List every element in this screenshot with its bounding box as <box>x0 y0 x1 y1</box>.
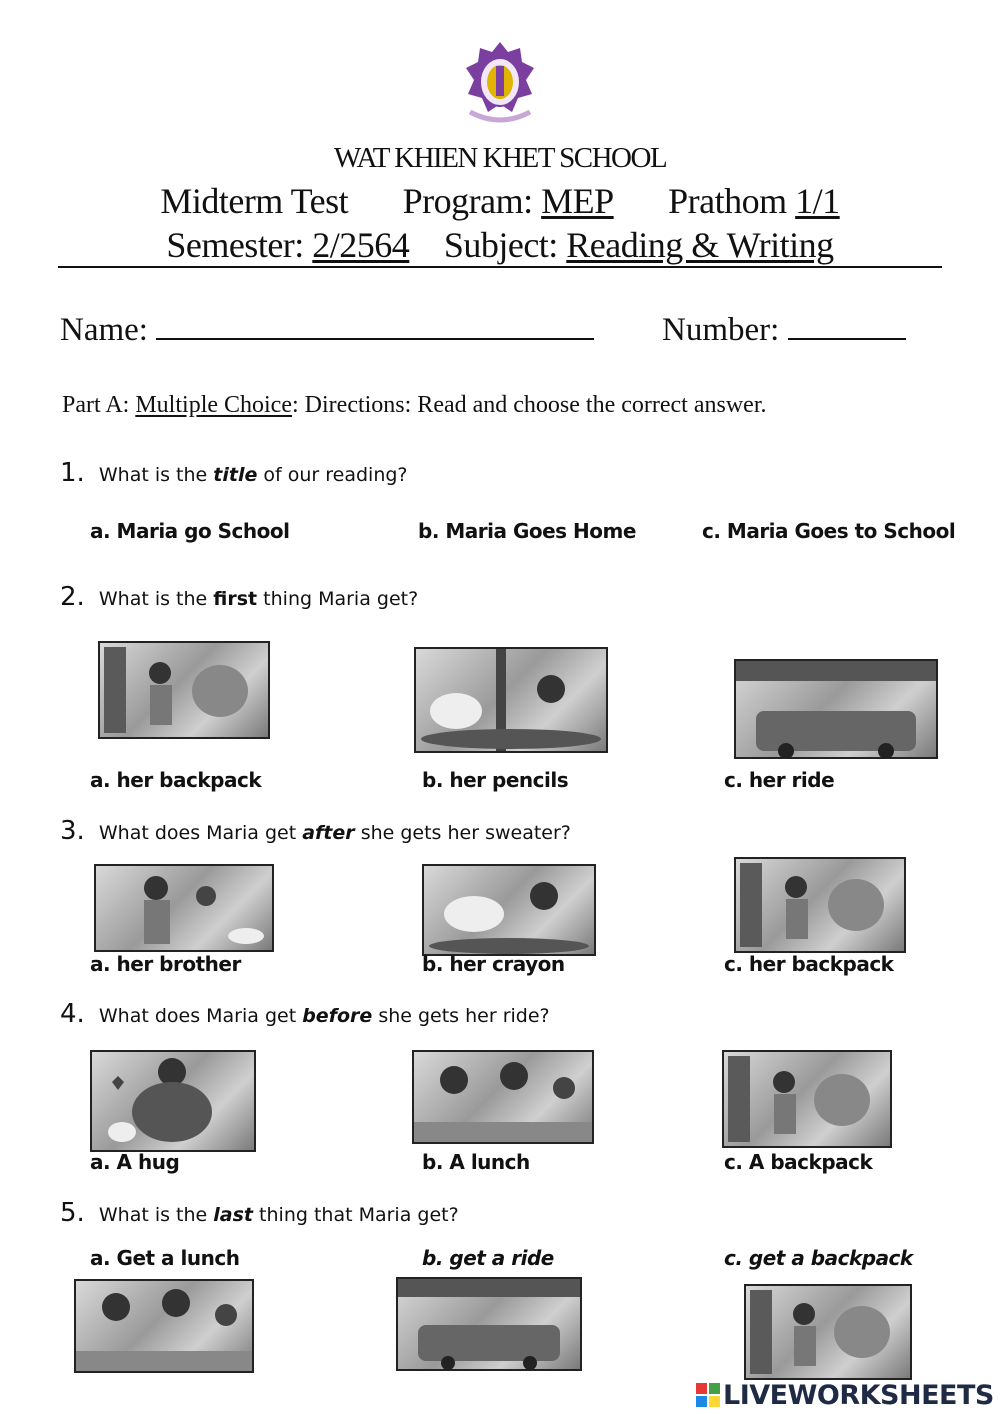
question-text-end: she gets her ride? <box>378 1005 550 1027</box>
q5-picture-a <box>74 1279 254 1373</box>
liveworksheets-brand <box>696 1380 994 1411</box>
q2-option-c[interactable]: c. her ride <box>724 768 835 792</box>
test-title: Midterm Test <box>160 181 349 221</box>
q4-option-a[interactable]: a. A hug <box>90 1150 180 1174</box>
q5-picture-c <box>744 1284 912 1380</box>
q2-option-a[interactable]: a. her backpack <box>90 768 262 792</box>
q5-option-a[interactable]: a. Get a lunch <box>90 1246 240 1270</box>
question-text-end: thing that Maria get? <box>259 1204 459 1226</box>
q3-option-a[interactable]: a. her brother <box>90 952 241 976</box>
number-row <box>662 310 906 349</box>
number-label: Number: <box>662 312 780 348</box>
header-divider <box>58 266 942 268</box>
brand-text: LIVEWORKSHEETS <box>723 1380 994 1411</box>
q5-option-c-text: c. get a backpack <box>724 1246 913 1270</box>
q2-picture-b <box>414 647 608 753</box>
question-text: What is the <box>98 588 208 610</box>
school-logo <box>462 38 538 138</box>
question-keyword: first <box>213 588 258 610</box>
q4-picture-b <box>412 1050 594 1144</box>
question-4 <box>60 999 550 1029</box>
question-keyword: title <box>213 464 258 486</box>
q1-option-b[interactable]: b. Maria Goes Home <box>418 519 636 543</box>
question-text-end: thing Maria get? <box>263 588 419 610</box>
q5-picture-b <box>396 1277 582 1371</box>
q4-option-c[interactable]: c. A backpack <box>724 1150 873 1174</box>
question-keyword: after <box>302 822 355 844</box>
question-3 <box>60 816 571 846</box>
semester-label: Semester: <box>166 225 304 265</box>
question-2 <box>60 582 418 612</box>
q2-option-b[interactable]: b. her pencils <box>422 768 569 792</box>
subject-label: Subject: <box>443 225 558 265</box>
part-a-prefix: Part A: <box>62 392 130 418</box>
semester-value: 2/2564 <box>312 225 410 265</box>
program-label: Program: <box>402 181 533 221</box>
name-row <box>60 310 594 349</box>
semester-info-line <box>0 224 1000 266</box>
question-number: 2. <box>60 582 85 612</box>
q3-option-c[interactable]: c. her backpack <box>724 952 894 976</box>
q1-option-c[interactable]: c. Maria Goes to School <box>702 519 956 543</box>
q4-picture-a <box>90 1050 256 1152</box>
part-a-directions <box>62 392 767 419</box>
question-number: 3. <box>60 816 85 846</box>
question-keyword: before <box>302 1005 373 1027</box>
question-5 <box>60 1198 459 1228</box>
q4-picture-c <box>722 1050 892 1148</box>
test-info-line <box>0 180 1000 222</box>
q5-option-b-text: b. get a ride <box>422 1246 554 1270</box>
grade-value: 1/1 <box>795 181 840 221</box>
q3-option-b[interactable]: b. her crayon <box>422 952 565 976</box>
liveworksheets-logo-icon <box>696 1383 720 1407</box>
q3-picture-c <box>734 857 906 953</box>
school-name: WAT KHIEN KHET SCHOOL <box>333 142 667 174</box>
program-value: MEP <box>541 181 614 221</box>
q4-option-b[interactable]: b. A lunch <box>422 1150 530 1174</box>
number-field[interactable] <box>788 310 906 340</box>
subject-value: Reading & Writing <box>566 225 834 265</box>
question-text: What does Maria get <box>98 822 297 844</box>
q3-picture-b <box>422 864 596 956</box>
part-a-text: : Directions: Read and choose the correct answer. <box>292 392 767 418</box>
question-number: 1. <box>60 458 85 488</box>
grade-label: Prathom <box>668 181 787 221</box>
name-label: Name: <box>60 312 148 348</box>
q1-option-a[interactable]: a. Maria go School <box>90 519 290 543</box>
name-field[interactable] <box>156 310 594 340</box>
question-text-end: of our reading? <box>263 464 408 486</box>
part-a-title: Multiple Choice <box>135 392 292 418</box>
question-text-end: she gets her sweater? <box>360 822 571 844</box>
question-number: 5. <box>60 1198 85 1228</box>
question-number: 4. <box>60 999 85 1029</box>
q2-picture-c <box>734 659 938 759</box>
question-1 <box>60 458 408 488</box>
q5-option-b[interactable] <box>422 1246 554 1270</box>
question-text: What is the <box>98 1204 208 1226</box>
q3-picture-a <box>94 864 274 952</box>
question-keyword: last <box>213 1204 253 1226</box>
question-text: What is the <box>98 464 208 486</box>
q5-option-c[interactable] <box>724 1246 913 1270</box>
q2-picture-a <box>98 641 270 739</box>
question-text: What does Maria get <box>98 1005 297 1027</box>
